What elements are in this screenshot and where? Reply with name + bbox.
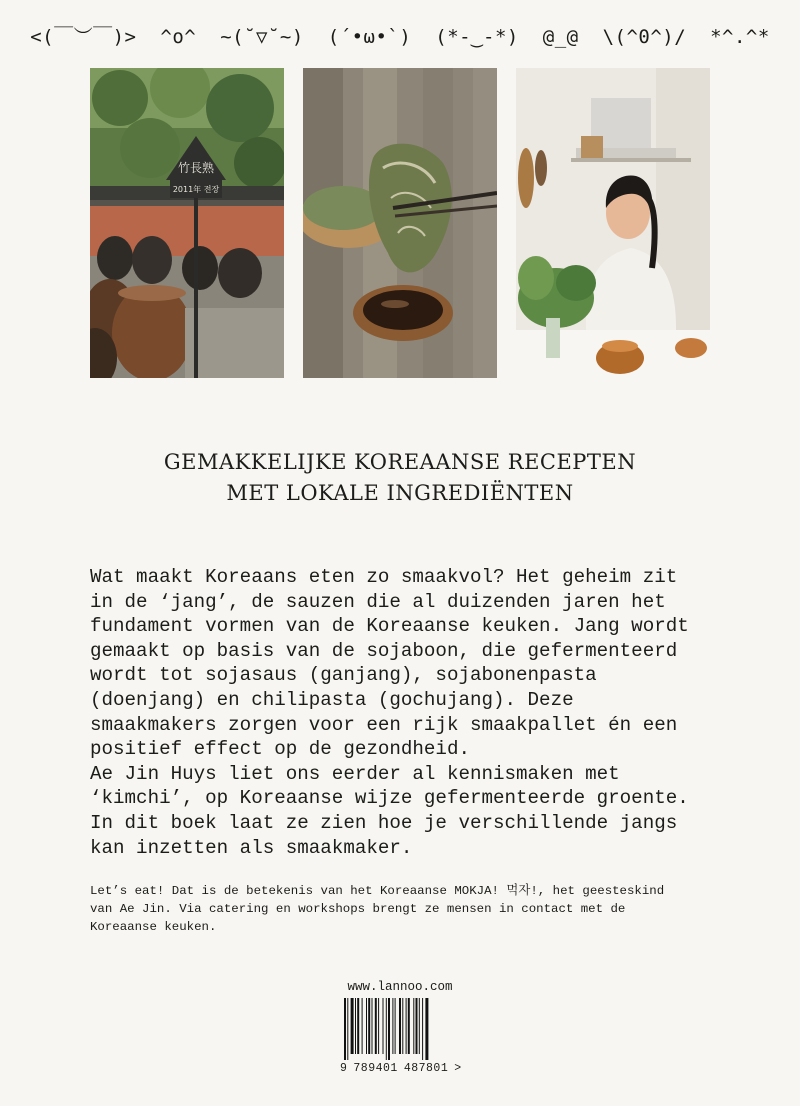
barcode-bar [344, 998, 346, 1060]
barcode-bar [416, 998, 418, 1054]
emoticon: (*-‿-*) [435, 26, 519, 48]
barcode-bar [402, 998, 403, 1054]
barcode-bar [399, 998, 401, 1054]
book-subtitle [0, 447, 800, 509]
isbn-group: 487801 [403, 1062, 449, 1075]
barcode-bar [347, 998, 348, 1060]
text-line: Ae Jin Huys liet ons eerder al kennismaken met [90, 762, 620, 785]
text-line: fundament vormen van de Koreaanse keuken. Jang wordt [90, 615, 689, 638]
photo-jang-pots [90, 68, 284, 378]
barcode-bar [372, 998, 373, 1054]
emoticon: ^o^ [160, 26, 197, 48]
barcode-bar [383, 998, 384, 1054]
barcode-bar [408, 998, 410, 1054]
text-line: Wat maakt Koreaans eten zo smaakvol? Het geheim zit [90, 566, 678, 588]
text-line: ‘kimchi’, op Koreaanse wijze gefermenteerde groente. [90, 787, 689, 810]
publisher-website[interactable]: www.lannoo.com [347, 980, 453, 994]
text-line: positief effect op de gezondheid. [90, 738, 470, 761]
barcode-bar [419, 998, 420, 1054]
barcode-bar [368, 998, 370, 1054]
subtitle-line: GEMAKKELIJKE KOREAANSE RECEPTEN [163, 450, 637, 474]
text-line: kan inzetten als smaakmaker. [90, 836, 413, 859]
barcode-bar [378, 998, 379, 1054]
barcode-bar [375, 998, 377, 1054]
emoticon: \(^0^)/ [602, 26, 687, 48]
text-line: wordt tot sojasaus (ganjang), sojabonenpasta [90, 664, 597, 687]
sign-caption: 2011年 전장 [172, 185, 220, 194]
text-line: gemaakt op basis van de sojaboon, die gefermenteerd [90, 639, 678, 662]
emoticon-row [0, 22, 800, 49]
barcode-bar [355, 998, 356, 1054]
barcode-bar [392, 998, 393, 1054]
isbn-barcode [340, 998, 460, 1060]
description-paragraph [90, 565, 730, 860]
barcode-bar [362, 998, 363, 1054]
barcode-bar [406, 998, 407, 1054]
blurb-line: van Ae Jin. Via catering en workshops brengt ze mensen in contact met de [90, 902, 626, 916]
blurb-line: Let’s eat! Dat is de betekenis van het Koreaanse MOKJA! 먹자!, het geesteskind [90, 884, 665, 898]
subtitle-line: MET LOKALE INGREDIËNTEN [226, 481, 574, 505]
barcode-bar [422, 998, 423, 1060]
barcode-bar [366, 998, 367, 1054]
text-line: (doenjang) en chilipasta (gochujang). Deze [90, 688, 574, 711]
photo-author-in-kitchen [516, 68, 710, 378]
isbn-number [340, 1062, 465, 1075]
barcode-bar [357, 998, 359, 1054]
barcode-bar [413, 998, 414, 1054]
emoticon: @_@ [542, 26, 579, 48]
barcode-bar [425, 998, 428, 1060]
barcode-bar [388, 998, 390, 1060]
isbn-group: 789401 [353, 1062, 398, 1075]
barcode-bar [386, 998, 387, 1060]
text-line: smaakmakers zorgen voor een rijk smaakpallet én een [90, 713, 678, 736]
text-line: In dit boek laat ze zien hoe je verschillende jangs [90, 811, 678, 834]
isbn-lead-digit: 9 [340, 1062, 348, 1075]
barcode-bar [395, 998, 396, 1054]
photo-fried-leaf-with-sauce [303, 68, 497, 378]
isbn-arrow: > [454, 1062, 462, 1075]
emoticon: ~(˘▽˘~) [220, 26, 304, 48]
emoticon: (´•ω•`) [327, 26, 412, 48]
author-blurb [90, 882, 730, 936]
blurb-line: Koreaanse keuken. [90, 920, 217, 934]
emoticon: *^.^* [710, 26, 770, 48]
emoticon: <(￣︶￣)> [30, 26, 137, 48]
sign-hanzi: 竹長熟 [177, 161, 215, 175]
barcode-bar [351, 998, 354, 1054]
text-line: in de ‘jang’, de sauzen die al duizenden jaren het [90, 590, 666, 613]
